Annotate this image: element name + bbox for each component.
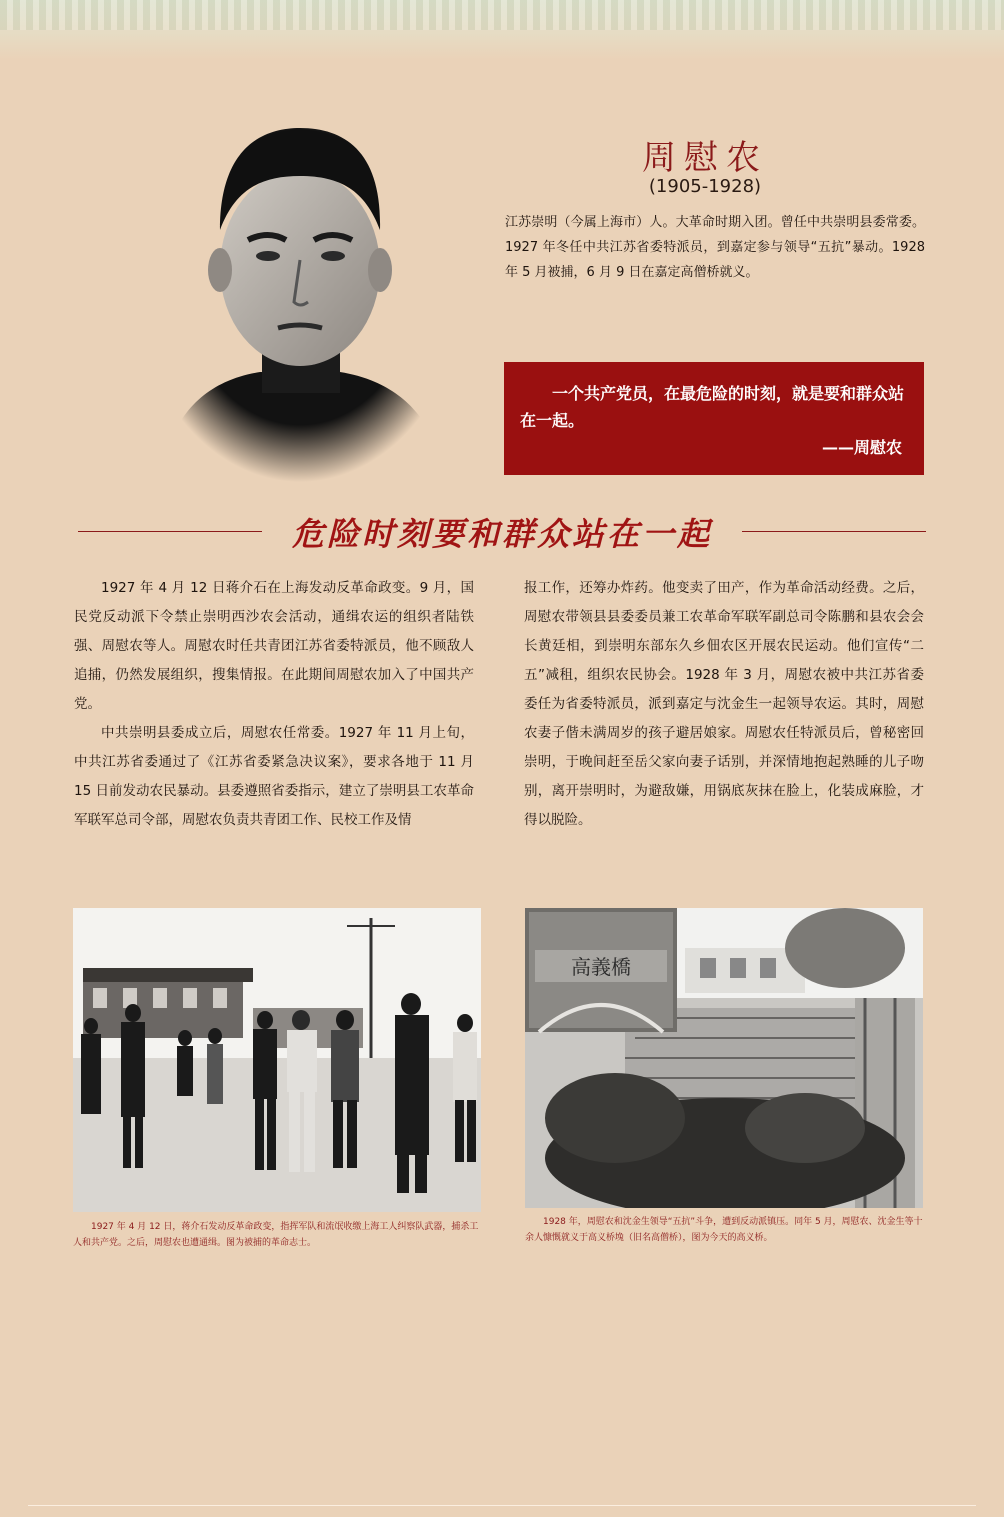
quote-box	[504, 362, 924, 475]
photo-caption-right: 1928 年，周慰农和沈金生领导“五抗”斗争，遭到反动派镇压。同年 5 月，周慰农、沈金生等十余人慷慨就义于高义桥堍（旧名高僧桥），图为今天的高义桥。	[525, 1217, 923, 1243]
article-paragraph: 报工作，还筹办炸药。他变卖了田产，作为革命活动经费。之后，周慰农带领县县委委员兼工农革命军联军副总司令陈鹏和县农会会长黄廷相，到崇明东部东久乡佃农区开展农民运动。他们宣传“二五”减租，组织农民协会。1928 年 3 月，周慰农被中共江苏省委委任为省委特派员，派到嘉定与沈金生一起领导农运。其时，周慰农妻子偕未满周岁的孩子避居娘家。周慰农任特派员后，曾秘密回崇明，于晚间赶至岳父家向妻子话别，并深情地抱起熟睡的儿子吻别，离开崇明时，为避敌嫌，用锅底灰抹在脸上，化装成麻脸，才得以脱险。	[524, 580, 924, 828]
heading-rule-right	[742, 531, 926, 532]
section-title: 危险时刻要和群众站在一起	[291, 515, 712, 553]
article-paragraph: 1927 年 4 月 12 日蒋介石在上海发动反革命政变。9 月，国民党反动派下令禁止崇明西沙农会活动，通缉农运的组织者陆铁强、周慰农等人。周慰农时任共青团江苏省委特派员，他不顾敌人追捕，仍然发展组织，搜集情报。在此期间周慰农加入了中国共产党。	[74, 580, 474, 712]
article-column-right	[524, 574, 924, 835]
person-name: 周慰农	[642, 138, 768, 178]
decorative-top-band	[0, 0, 1004, 60]
heading-rule-left	[78, 531, 262, 532]
historical-photo-arrest	[73, 908, 481, 1212]
article-paragraph: 中共崇明县委成立后，周慰农任常委。1927 年 11 月上旬，中共江苏省委通过了《江苏省委紧急决议案》，要求各地于 11 月 15 日前发动农民暴动。县委遵照省委指示，建立了崇明县工农革命军联军总司令部，周慰农负责共青团工作、民校工作及情	[74, 725, 474, 828]
bottom-divider	[28, 1505, 976, 1506]
photo-caption-left: 1927 年 4 月 12 日，蒋介石发动反革命政变，指挥军队和流氓收缴上海工人纠察队武器，捕杀工人和共产党。之后，周慰农也遭通缉。图为被捕的革命志士。	[73, 1222, 479, 1248]
portrait-photo	[150, 110, 450, 482]
person-bio: 江苏崇明（今属上海市）人。大革命时期入团。曾任中共崇明县委常委。1927 年冬任中共江苏省委特派员，到嘉定参与领导“五抗”暴动。1928 年 5 月被捕，6 月 9 日在嘉定高僧桥就义。	[505, 215, 925, 280]
article-column-left	[74, 574, 474, 835]
bridge-plaque-text: 高義橋	[571, 955, 631, 979]
quote-author: ——周慰农	[821, 438, 902, 457]
person-years: (1905-1928)	[648, 176, 762, 197]
quote-text: 一个共产党员，在最危险的时刻，就是要和群众站在一起。	[520, 384, 905, 430]
photo-gaoyi-bridge	[525, 908, 923, 1208]
